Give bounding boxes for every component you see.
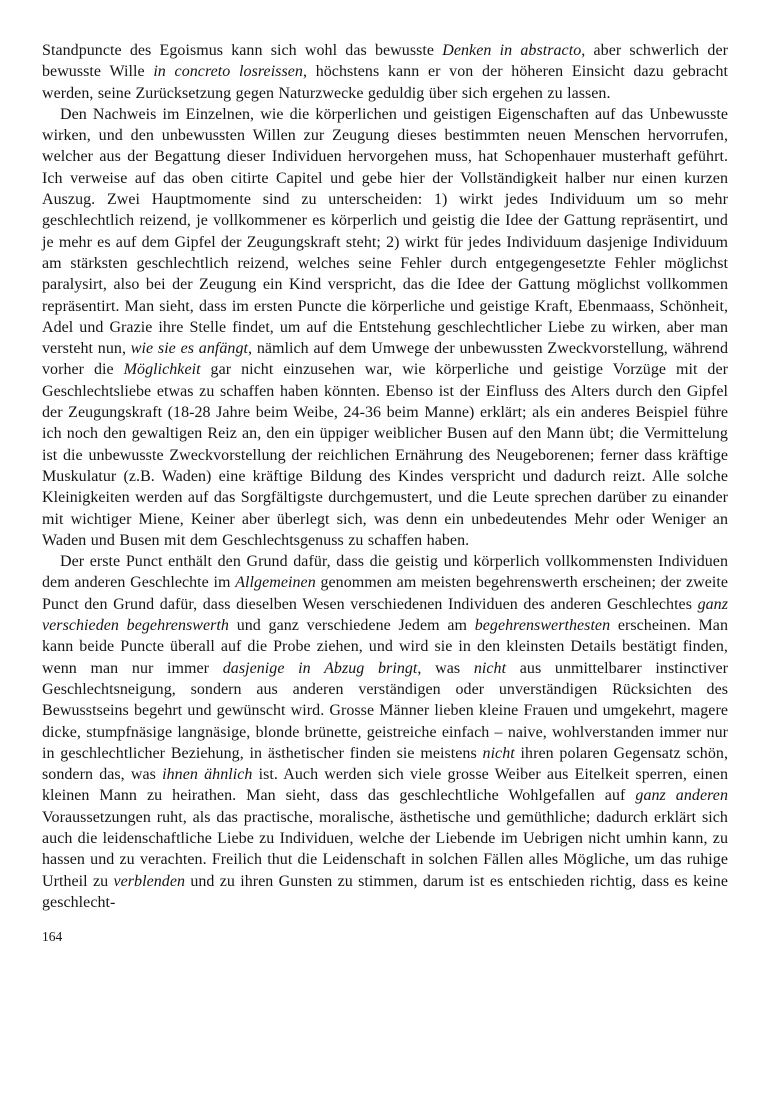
italic-text: nicht [473,659,507,677]
italic-text: dasjenige in Abzug bringt [222,659,418,677]
italic-text: ganz anderen [635,787,728,805]
italic-text: ihnen ähnlich [162,766,253,784]
body-text: , aber schwerlich der bewusste Wille [42,42,729,81]
page-footer [42,929,728,945]
body-text: erscheinen. Man kann beide Puncte überall auf die Probe ziehen, und wird sie in den kleinsten Details bestätigt finden, wenn man nur immer [42,617,728,677]
italic-text: wie sie es anfängt [130,340,249,358]
body-text: Voraussetzungen ruht, als das practische, moralische, ästhetische und gemüthliche; dadurch erklärt sich auch die leidenschaftliche Liebe zu Individuen, welche der Liebende im Uebrigen nicht umhin kann, zu hassen und zu verachten. Freilich thut die Leidenschaft in solchen Fällen alles Mögliche, um das ruhige Urtheil zu [42,808,728,890]
paragraph [42,40,728,104]
body-text: ist. Auch werden sich viele grosse Weiber aus Eitelkeit sperren, einen kleinen Mann zu heirathen. Man sieht, dass das geschlechtliche Wohlgefallen auf [42,766,728,805]
paragraph [42,104,728,551]
body-text: gar nicht einzusehen war, wie körperliche und geistige Vorzüge mit der Geschlechtsliebe etwas zu schaffen haben könnten. Ebenso ist der Einfluss des Alters durch den Gipfel der Zeugungskraft (18-28 Jahre beim Weibe, 24-36 beim Manne) erklärt; als ein anderes Beispiel führe ich noch den gewaltigen Reiz an, den ein üppiger weiblicher Busen auf den Mann übt; die Vermittelung ist die unbewusste Zweckvorstellung der reichlichen Ernährung des Neugeborenen; ferner dass kräftige Muskulatur (z.B. Waden) eine kräftige Bildung des Kindes verspricht und dadurch reizt. Alle solche Kleinigkeiten werden auf das Sorgfältigste durchgemustert, und die Leute sprechen darüber zu einander mit wichtiger Miene, Keiner aber überlegt sich, was denn ein unbedeutendes Mehr oder Weniger an Waden und Busen mit dem Geschlechtsgenuss zu schaffen haben. [42,361,729,549]
italic-text: Denken in abstracto [442,42,582,59]
italic-text: begehrenswerthesten [474,617,611,635]
body-text: und zu ihren Gunsten zu stimmen, darum ist es entschieden richtig, dass es keine geschlecht- [42,872,728,911]
body-text: aus unmittelbarer instinctiver Geschlechtsneigung, sondern aus anderen verständigen oder unverständigen Rücksichten des Bewusstseins begehrt und gewünscht wird. Grosse Männer lieben kleine Frauen und umgekehrt, magere dicke, stumpfnäsige langnäsige, blonde brünette, geistreiche einfach – naive, wohlverstanden immer nur in geschlechtlicher Beziehung, in ästhetischer finden sie meistens [42,659,728,762]
body-text: Der erste Punct enthält den Grund dafür, dass die geistig und körperlich vollkommensten Individuen dem anderen Geschlechte im [42,553,728,592]
body-text: , nämlich auf dem Umwege der unbewussten Zweckvorstellung, während vorher die [42,340,728,379]
body-text: , was [417,659,474,677]
italic-text: nicht [482,744,515,762]
page-number: 164 [42,929,63,945]
body-text: , höchstens kann er von der höheren Einsicht dazu gebracht werden, seine Zurücksetzung gegen Naturzwecke geduldig über sich ergehen zu lassen. [42,63,728,102]
paragraph [42,551,728,913]
text-block [42,40,728,913]
body-text: Den Nachweis im Einzelnen, wie die körperlichen und geistigen Eigenschaften auf das Unbewusste wirken, und den unbewussten Willen zur Zeugung dieses bestimmten neuen Menschen hervorrufen, welcher aus der Begattung dieser Individuen hervorgehen muss, hat Schopenhauer musterhaft geführt. Ich verweise auf das oben citirte Capitel und gebe hier der Vollständigkeit halber nur einen kurzen Auszug. Zwei Hauptmomente sind zu unterscheiden: 1) wirkt jedes Individuum um so mehr geschlechtlich reizend, je vollkommener es körperlich und geistig die Idee der Gattung repräsentirt, und je mehr es auf dem Gipfel der Zeugungskraft steht; 2) wirkt für jedes Individuum dasjenige Individuum am stärksten geschlechtlich reizend, welches seine Fehler durch entgegengesetzte Fehler möglichst paralysirt, also bei der Zeugung ein Kind verspricht, das die Idee der Gattung möglichst vollkommen repräsentirt. Man sieht, dass im ersten Puncte die körperliche und geistige Kraft, Ebenmaass, Schönheit, Adel und Grazie ihre Stelle findet, um auf die Entstehung geschlechtlicher Liebe zu wirken, aber man versteht nun, [42,105,728,358]
italic-text: Möglichkeit [123,361,201,379]
italic-text: Allgemeinen [235,574,316,592]
body-text: Standpuncte des Egoismus kann sich wohl das bewusste [42,42,443,59]
italic-text: verblenden [113,872,186,890]
italic-text: ganz verschieden begehrenswerth [42,595,728,635]
body-text: und ganz verschiedene Jedem am [228,617,475,635]
body-text: ihren polaren Gegensatz schön, sondern das, was [42,744,728,784]
body-text: genommen am meisten begehrenswerth erscheinen; der zweite Punct den Grund dafür, dass dieselben Wesen verschiedenen Individuen des anderen Geschlechtes [42,574,728,613]
italic-text: in concreto losreissen [153,63,303,81]
